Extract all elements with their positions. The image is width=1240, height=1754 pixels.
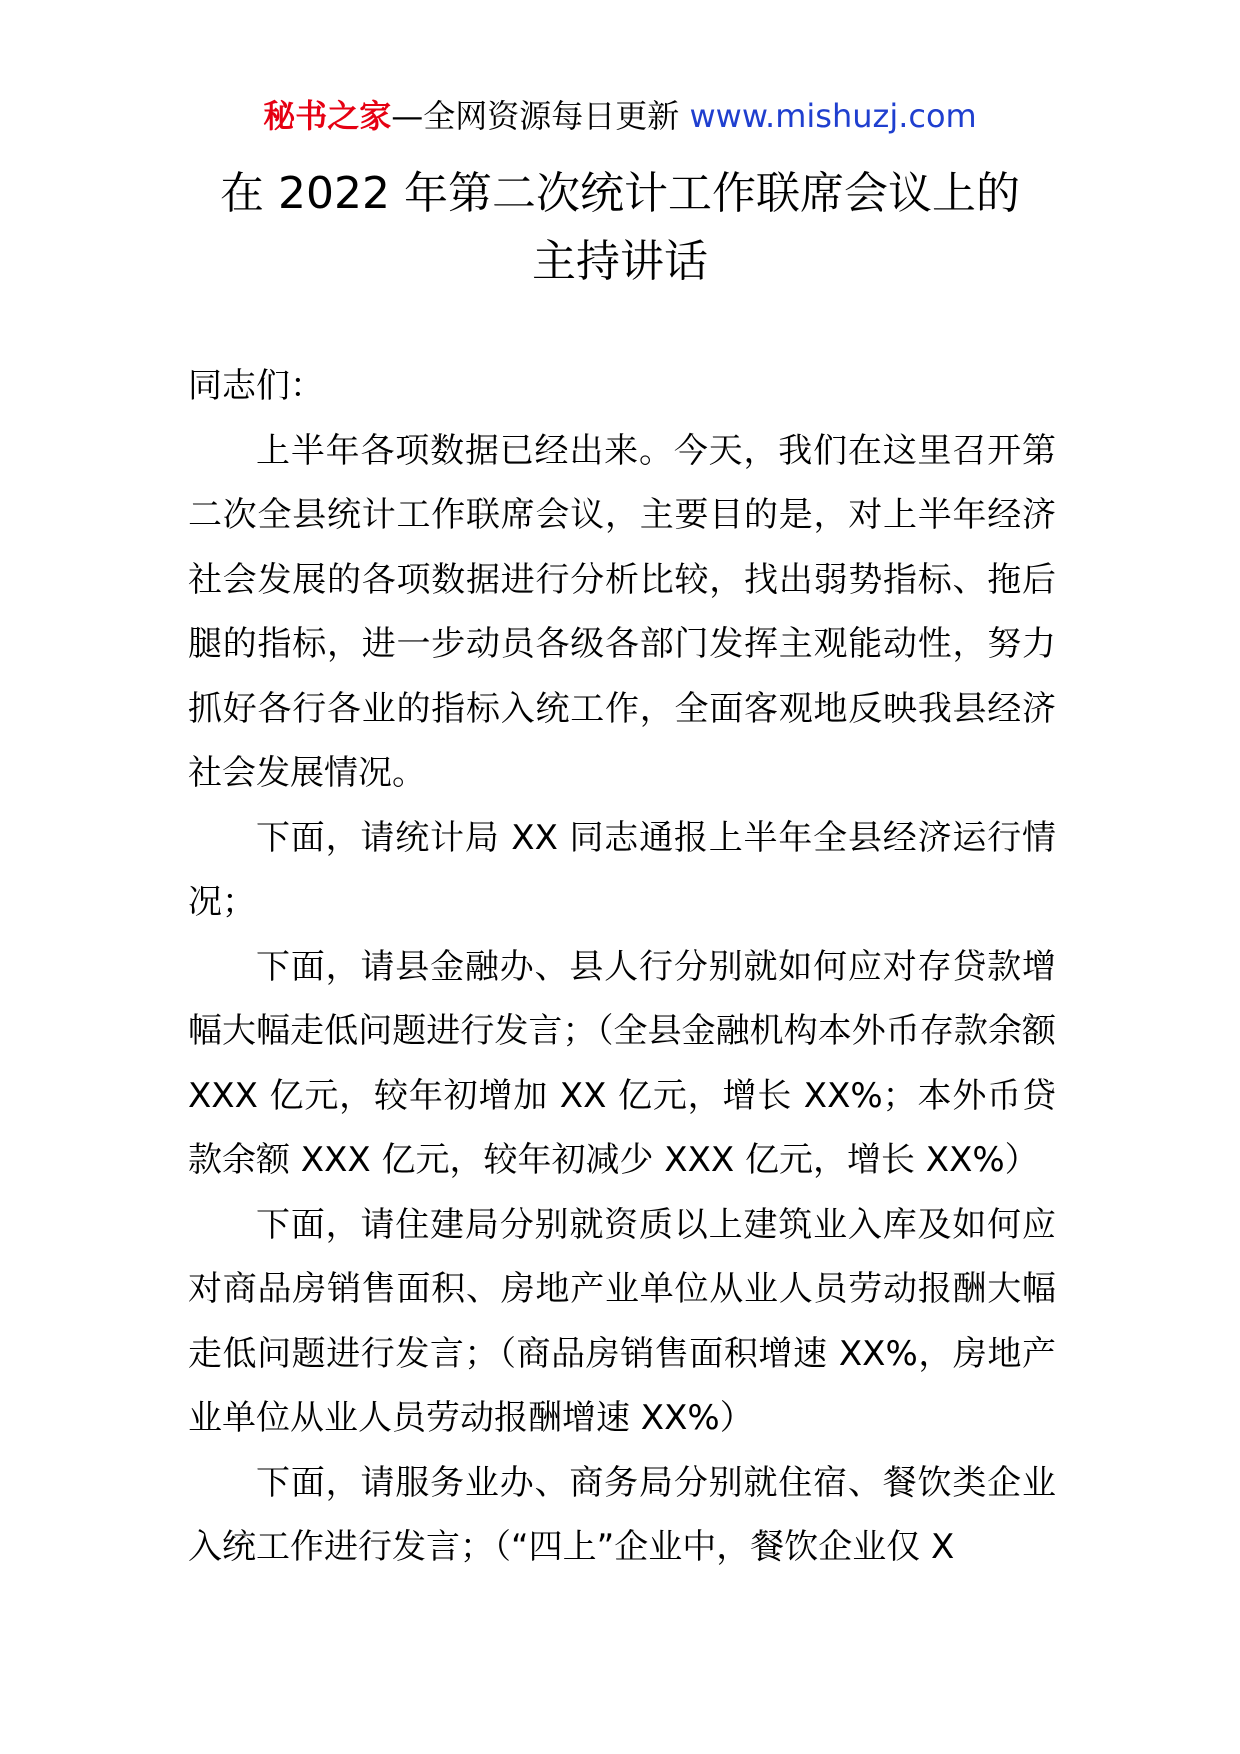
site-banner — [0, 96, 1240, 136]
paragraph-finance-speech: 下面，请县金融办、县人行分别就如何应对存贷款增幅大幅走低问题进行发言；（全县金融机构本外币存款余额 XXX 亿元，较年初增加 XX 亿元，增长 XX%；本外币贷款余额 XXX 亿元，较年初减少 XXX 亿元，增长 XX%） — [188, 946, 1056, 1180]
site-url-link[interactable]: www.mishuzj.com — [689, 97, 977, 135]
brand-name: 秘书之家 — [263, 97, 392, 135]
title-line-1: 在 2022 年第二次统计工作联席会议上的 — [220, 168, 1020, 219]
document-body — [188, 354, 1056, 1580]
document-title — [0, 160, 1240, 296]
paragraph-housing-speech: 下面，请住建局分别就资质以上建筑业入库及如何应对商品房销售面积、房地产业单位从业人员劳动报酬大幅走低问题进行发言；（商品房销售面积增速 XX%，房地产业单位从业人员劳动报酬增速 XX%） — [188, 1204, 1056, 1438]
paragraph-service-speech: 下面，请服务业办、商务局分别就住宿、餐饮类企业入统工作进行发言；（“四上”企业中，餐饮企业仅 X — [188, 1462, 1056, 1567]
title-line-2: 主持讲话 — [532, 236, 708, 287]
banner-tagline: —全网资源每日更新 — [391, 97, 680, 135]
paragraph-statistics-report: 下面，请统计局 XX 同志通报上半年全县经济运行情况； — [188, 817, 1056, 922]
salutation: 同志们： — [188, 366, 324, 406]
paragraph-intro: 上半年各项数据已经出来。今天，我们在这里召开第二次全县统计工作联席会议，主要目的是，对上半年经济社会发展的各项数据进行分析比较，找出弱势指标、拖后腿的指标，进一步动员各级各部门发挥主观能动性，努力抓好各行各业的指标入统工作，全面客观地反映我县经济社会发展情况。 — [188, 430, 1056, 793]
